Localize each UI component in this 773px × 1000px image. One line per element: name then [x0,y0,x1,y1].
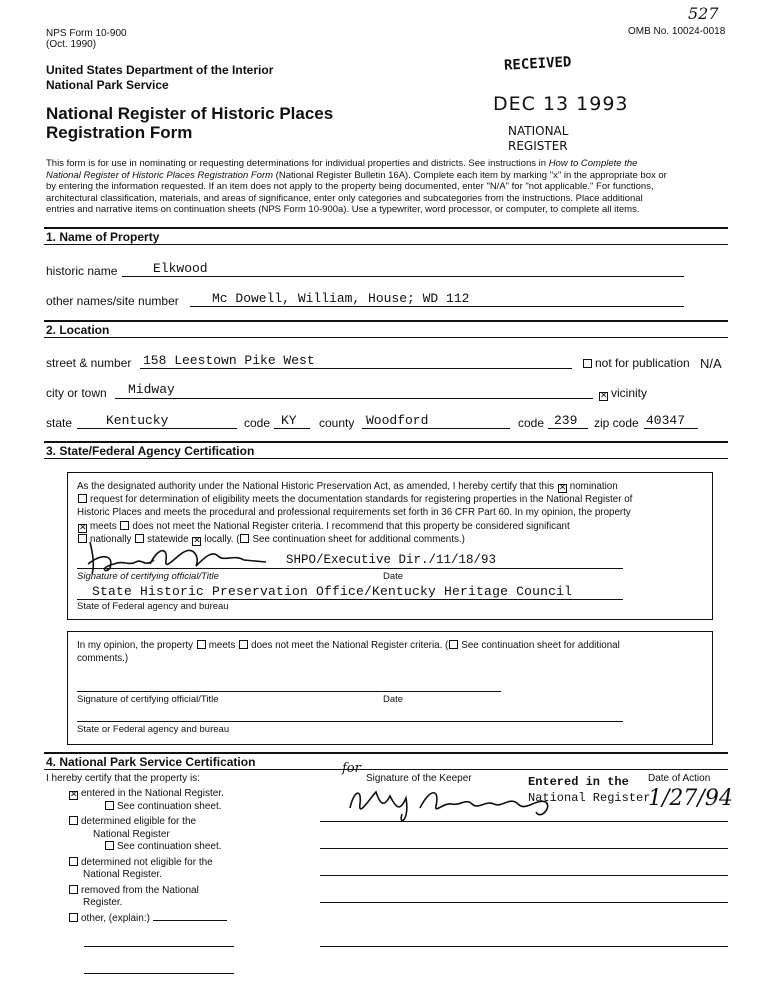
keeper-line-4 [320,902,728,903]
keeper-line-5 [320,946,728,947]
cert-line-4: does not meet the National Register criteria. I recommend that this property be considered significant [132,520,570,532]
divider [44,769,728,770]
county-label: county [319,416,355,430]
opinion-line-1b: does not meet the National Register criteria. ( [251,640,449,651]
stamp-register: REGISTER [508,139,568,153]
nps-options [68,788,227,925]
intro-line-1-italic: How to Complete the [548,158,638,169]
county-code-value[interactable]: 239 [554,413,578,428]
explain-line-1 [84,946,234,947]
opinion-meets-label: meets [208,640,236,651]
opinion-not-meet-checkbox[interactable] [239,640,248,649]
locally-checkbox[interactable]: ✕ [193,535,201,546]
historic-name-label: historic name [46,264,118,278]
opinion-meets-checkbox[interactable] [197,640,206,649]
page-mark: 527 [688,4,719,23]
signature-label: Signature of certifying official/Title [77,571,219,582]
not-eligible-label: determined not eligible for the [81,856,213,868]
form-date: (Oct. 1990) [46,39,97,50]
intro-line-3: by entering the information requested. If an item does not apply to the property being documented, enter "N/A" for "not applicable." For functions, [46,181,654,193]
eligible-continuation-label: See continuation sheet. [117,841,222,852]
for-mark: for [342,761,361,776]
intro-line-4: architectural classification, materials, and areas of significance, enter only categories and subcategories from the instructions. Place additional [46,192,643,204]
entered-stamp-2: National Register [528,791,651,805]
intro-line-2-italic: National Register of Historic Places Registration Form [46,169,274,181]
opinion-signature-line [77,691,501,692]
historic-name-value[interactable]: Elkwood [153,261,208,276]
section-2-heading: 2. Location [46,323,110,337]
street-value[interactable]: 158 Leestown Pike West [143,353,315,368]
opinion-text [77,639,707,665]
eligible-checkbox[interactable] [69,816,78,825]
nationally-label: nationally [90,533,132,545]
opinion-line-1c: See continuation sheet for additional [461,640,620,651]
nomination-checkbox[interactable]: ✕ [558,483,567,493]
page-title: National Register of Historic Places [46,104,334,123]
entered-checkbox[interactable]: ✕ [70,790,78,800]
removed-label-2: Register. [83,897,123,908]
street-label: street & number [46,356,132,370]
agency-value: State Historic Preservation Office/Kentucky Heritage Council [92,584,573,599]
vicinity-checkbox[interactable]: ✕ [600,391,608,401]
signature-line [77,568,623,569]
other-checkbox[interactable] [69,913,78,922]
omb-number: OMB No. 10024-0018 [628,26,726,37]
nps-intro: I hereby certify that the property is: [46,773,200,784]
meets-label: meets [90,520,117,532]
divider [44,244,728,245]
entered-continuation-label: See continuation sheet. [117,800,222,812]
state-code-line [274,428,310,429]
agency-line [77,599,623,600]
state-code-label: code [244,416,271,430]
date-of-action-value: 1/27/94 [648,786,733,811]
zip-value[interactable]: 40347 [646,413,686,428]
statewide-label: statewide [147,533,189,545]
removed-checkbox[interactable] [69,885,78,894]
not-for-publication-value: N/A [700,356,722,371]
state-value[interactable]: Kentucky [106,413,169,428]
stamp-national: NATIONAL [508,124,569,138]
vicinity[interactable] [598,386,647,401]
opinion-date-label: Date [383,694,404,705]
county-code-line [548,428,588,429]
entered-label: entered in the National Register. [81,788,224,799]
city-line [115,398,593,399]
not-for-publication[interactable] [582,356,690,370]
other-names-line [190,306,684,307]
cert-line-2: request for determination of eligibility meets the documentation standards for registering properties in the National Register of [90,494,633,506]
zip-line [644,428,698,429]
does-not-meet-checkbox[interactable] [120,521,129,530]
not-for-publication-checkbox[interactable] [583,359,592,368]
divider [44,458,728,459]
zip-label: zip code [594,416,639,430]
street-line [140,368,572,369]
section-3-heading: 3. State/Federal Agency Certification [46,444,255,458]
date-label: Date [383,571,404,582]
divider [44,227,728,229]
form-number: NPS Form 10-900 [46,28,127,39]
keeper-label: Signature of the Keeper [366,773,472,784]
explain-line-2 [84,973,234,974]
other-line [153,920,227,921]
received-stamp: RECEIVED [503,54,572,74]
section-1-heading: 1. Name of Property [46,230,160,244]
removed-label: removed from the National [81,884,199,896]
shpo-title-date: SHPO/Executive Dir./11/18/93 [286,553,497,567]
department: United States Department of the Interior [46,63,274,77]
county-value[interactable]: Woodford [366,413,429,428]
section-4-heading: 4. National Park Service Certification [46,755,256,769]
certification-text [77,480,707,546]
entered-stamp-1: Entered in the [528,775,629,789]
state-label: state [46,416,73,430]
divider [44,320,728,322]
intro-line-5: entries and narrative items on continuation sheets (NPS Form 10-900a). Use a typewriter, word processor, or computer, to complete all items. [46,204,640,216]
eligible-label-2: National Register [93,828,170,840]
other-names-value[interactable]: Mc Dowell, William, House; WD 112 [212,291,470,306]
city-value[interactable]: Midway [128,382,175,397]
opinion-line-2: comments.) [77,653,129,665]
cert-line-1: As the designated authority under the National Historic Preservation Act, as amended, I hereby certify that this [77,481,555,492]
city-label: city or town [46,386,107,400]
date-of-action-label: Date of Action [648,773,711,784]
intro-line-1: This form is for use in nominating or requesting determinations for individual properties and districts. See instructions in [46,158,549,169]
keeper-line-2 [320,848,728,849]
eligible-continuation-checkbox[interactable] [105,841,114,850]
opinion-signature-label: Signature of certifying official/Title [77,694,219,705]
county-line [362,428,510,429]
cert-line-3: Historic Places and meets the procedural and professional requirements set forth in 36 CFR Part 60. In my opinion, the property [77,507,631,519]
keeper-line-3 [320,875,728,876]
county-code-label: code [518,416,545,430]
opinion-agency-line [77,721,623,722]
eligible-label: determined eligible for the [81,816,197,827]
page-subtitle: Registration Form [46,123,193,142]
cert-line-5: See continuation sheet for additional comments.) [252,533,465,545]
service: National Park Service [46,78,169,92]
state-code-value[interactable]: KY [281,413,297,428]
historic-name-line [122,276,684,277]
vicinity-label: vicinity [611,386,648,400]
nomination-label: nomination [569,481,618,492]
other-names-label: other names/site number [46,294,179,308]
opinion-agency-label: State or Federal agency and bureau [77,724,230,735]
intro-paragraph [46,158,736,216]
agency-label: State of Federal agency and bureau [77,601,229,612]
not-for-publication-label: not for publication [595,356,690,370]
other-label: other, (explain:) [81,912,150,924]
received-date: DEC 13 1993 [493,93,629,115]
keeper-line-1 [320,821,728,822]
divider [44,441,728,443]
state-line [77,428,237,429]
meets-checkbox[interactable]: ✕ [79,522,87,533]
opinion-line-1: In my opinion, the property [77,640,193,651]
intro-line-2: (National Register Bulletin 16A). Complete each item by marking "x" in the appropriate box or [273,169,667,181]
divider [44,752,728,754]
not-eligible-label-2: National Register. [83,869,162,880]
divider [44,337,728,338]
locally-label: locally. ( [204,533,240,545]
not-eligible-checkbox[interactable] [69,857,78,866]
entered-continuation-checkbox[interactable] [105,801,114,810]
opinion-continuation-checkbox[interactable] [449,640,458,649]
determination-checkbox[interactable] [78,494,87,503]
